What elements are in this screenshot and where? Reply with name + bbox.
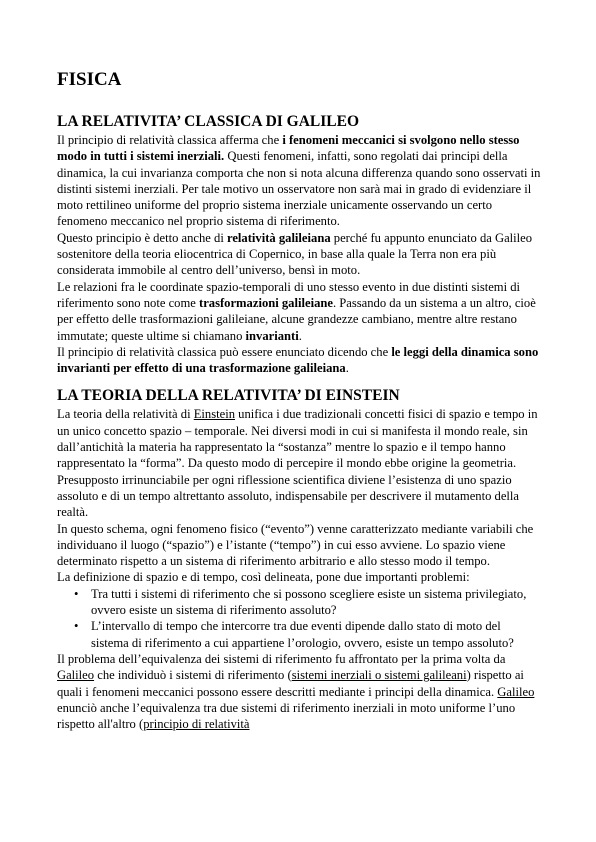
text-run: perché fu appunto enunciato da Galileo sostenitore della teoria eliocentrica di Copernico, in base alla quale la Terra non era più considerata immobile al centro dell’universo, bensì in moto. xyxy=(57,230,533,278)
list-item xyxy=(74,586,541,619)
paragraph-einstein-2: In questo schema, ogni fenomeno fisico (“evento”) venne caratterizzato mediante variabili che individuano il luogo (“spazio”) e l’istante (“tempo”) in cui esso avviene. Lo spazio viene determinato rispetto a un sistema di riferimento arbitrario e allo stesso modo il tempo. xyxy=(57,521,534,569)
list-item-text: L’intervallo di tempo che intercorre tra due eventi dipende dallo stato di moto del sistema di riferimento a cui appartiene l’orologio, ovvero, esiste un tempo assoluto? xyxy=(91,619,514,650)
paragraph-einstein-4 xyxy=(57,651,541,732)
text-run: Il principio di relatività classica può essere enunciato dicendo che xyxy=(57,344,392,359)
text-run: . xyxy=(298,328,302,343)
text-run: ) rispetto ai quali i fenomeni meccanici possono essere descritti mediante i principi della dinamica. xyxy=(57,668,524,699)
list-item xyxy=(74,618,541,651)
paragraph-galileo-1 xyxy=(57,132,541,230)
document-page xyxy=(57,68,541,732)
bold-text: i fenomeni meccanici si svolgono nello stesso modo in tutti i sistemi inerziali. xyxy=(57,133,520,164)
paragraph-galileo-4 xyxy=(57,344,541,377)
bold-text: trasformazioni galileiane xyxy=(199,295,333,310)
link-galileo-2[interactable]: Galileo xyxy=(497,684,535,699)
list-item-text: Tra tutti i sistemi di riferimento che si possono scegliere esiste un sistema privilegiato, ovvero esiste un sistema di riferimento assoluto? xyxy=(91,586,527,618)
paragraph-einstein-3: La definizione di spazio e di tempo, così delineata, pone due importanti problemi: xyxy=(57,570,470,585)
text-run: Le relazioni fra le coordinate spazio-temporali di uno stesso evento in due distinti sistemi di riferimento sono note come xyxy=(57,279,521,310)
section-heading-einstein: LA TEORIA DELLA RELATIVITA’ DI EINSTEIN xyxy=(57,387,400,405)
bullet-icon: • xyxy=(74,619,79,634)
link-sistemi-inerziali[interactable]: sistemi inerziali o sistemi galileani xyxy=(291,668,467,683)
problem-list xyxy=(57,586,541,651)
paragraph-galileo-2 xyxy=(57,230,541,279)
text-run: Questi fenomeni, infatti, sono regolati dai principi della dinamica, la cui invarianza comporta che non si nota alcuna differenza quando sono osservati in distinti sistemi inerziali. Per tale motivo un osservatore non sarà mai in grado di evidenziare il moto rettilineo uniforme del proprio sistema inerziale unicamente osservando un certo fenomeno meccanico nel proprio sistema di riferimento. xyxy=(57,149,541,229)
document-title: FISICA xyxy=(57,69,122,90)
text-run: Il principio di relatività classica afferma che xyxy=(57,133,283,147)
bold-text: le leggi della dinamica sono invarianti per effetto di una trasformazione galileiana xyxy=(57,344,539,376)
bullet-icon: • xyxy=(74,586,79,601)
text-run: unifica i due tradizionali concetti fisici di spazio e tempo in un unico concetto spazio – temporale. Nei diversi modi in cui si manifesta il mondo reale, sin dall’antichità la materia ha rappresentato la “sostanza” mentre lo spazio e il tempo hanno rappresentato la “forma”. Da questo modo di percepire il mondo ebbe origine la geometria. Presupposto irrinunciabile per ogni riflessione scientifica diviene l’esistenza di uno spazio assoluto e di un tempo altrettanto assoluto, indispensabile per descrivere il mutamento della realtà. xyxy=(57,407,538,520)
paragraph-einstein-1 xyxy=(57,406,541,520)
link-principio-relativita[interactable]: principio di relatività xyxy=(143,717,250,732)
paragraph-galileo-3 xyxy=(57,279,541,344)
text-run: Questo principio è detto anche di xyxy=(57,230,227,245)
bold-text: invarianti xyxy=(245,328,299,343)
text-run: enunciò anche l’equivalenza tra due sistemi di riferimento inerziali in moto uniforme l’uno rispetto all'altro ( xyxy=(57,700,516,732)
link-einstein[interactable]: Einstein xyxy=(193,407,235,422)
text-run: Il problema dell’equivalenza dei sistemi di riferimento fu affrontato per la prima volta da xyxy=(57,651,506,666)
text-run: che individuò i sistemi di riferimento ( xyxy=(94,668,292,683)
text-run: La teoria della relatività di xyxy=(57,407,194,422)
text-run: . Passando da un sistema a un altro, cioè per effetto delle trasformazioni galileiane, alcune grandezze cambiano, mentre altre restano immutate; queste ultime si chiamano xyxy=(57,295,536,343)
link-galileo[interactable]: Galileo xyxy=(57,668,95,683)
section-heading-galileo: LA RELATIVITA’ CLASSICA DI GALILEO xyxy=(57,113,360,130)
text-run: . xyxy=(345,361,349,376)
bold-text: relatività galileiana xyxy=(226,230,331,245)
